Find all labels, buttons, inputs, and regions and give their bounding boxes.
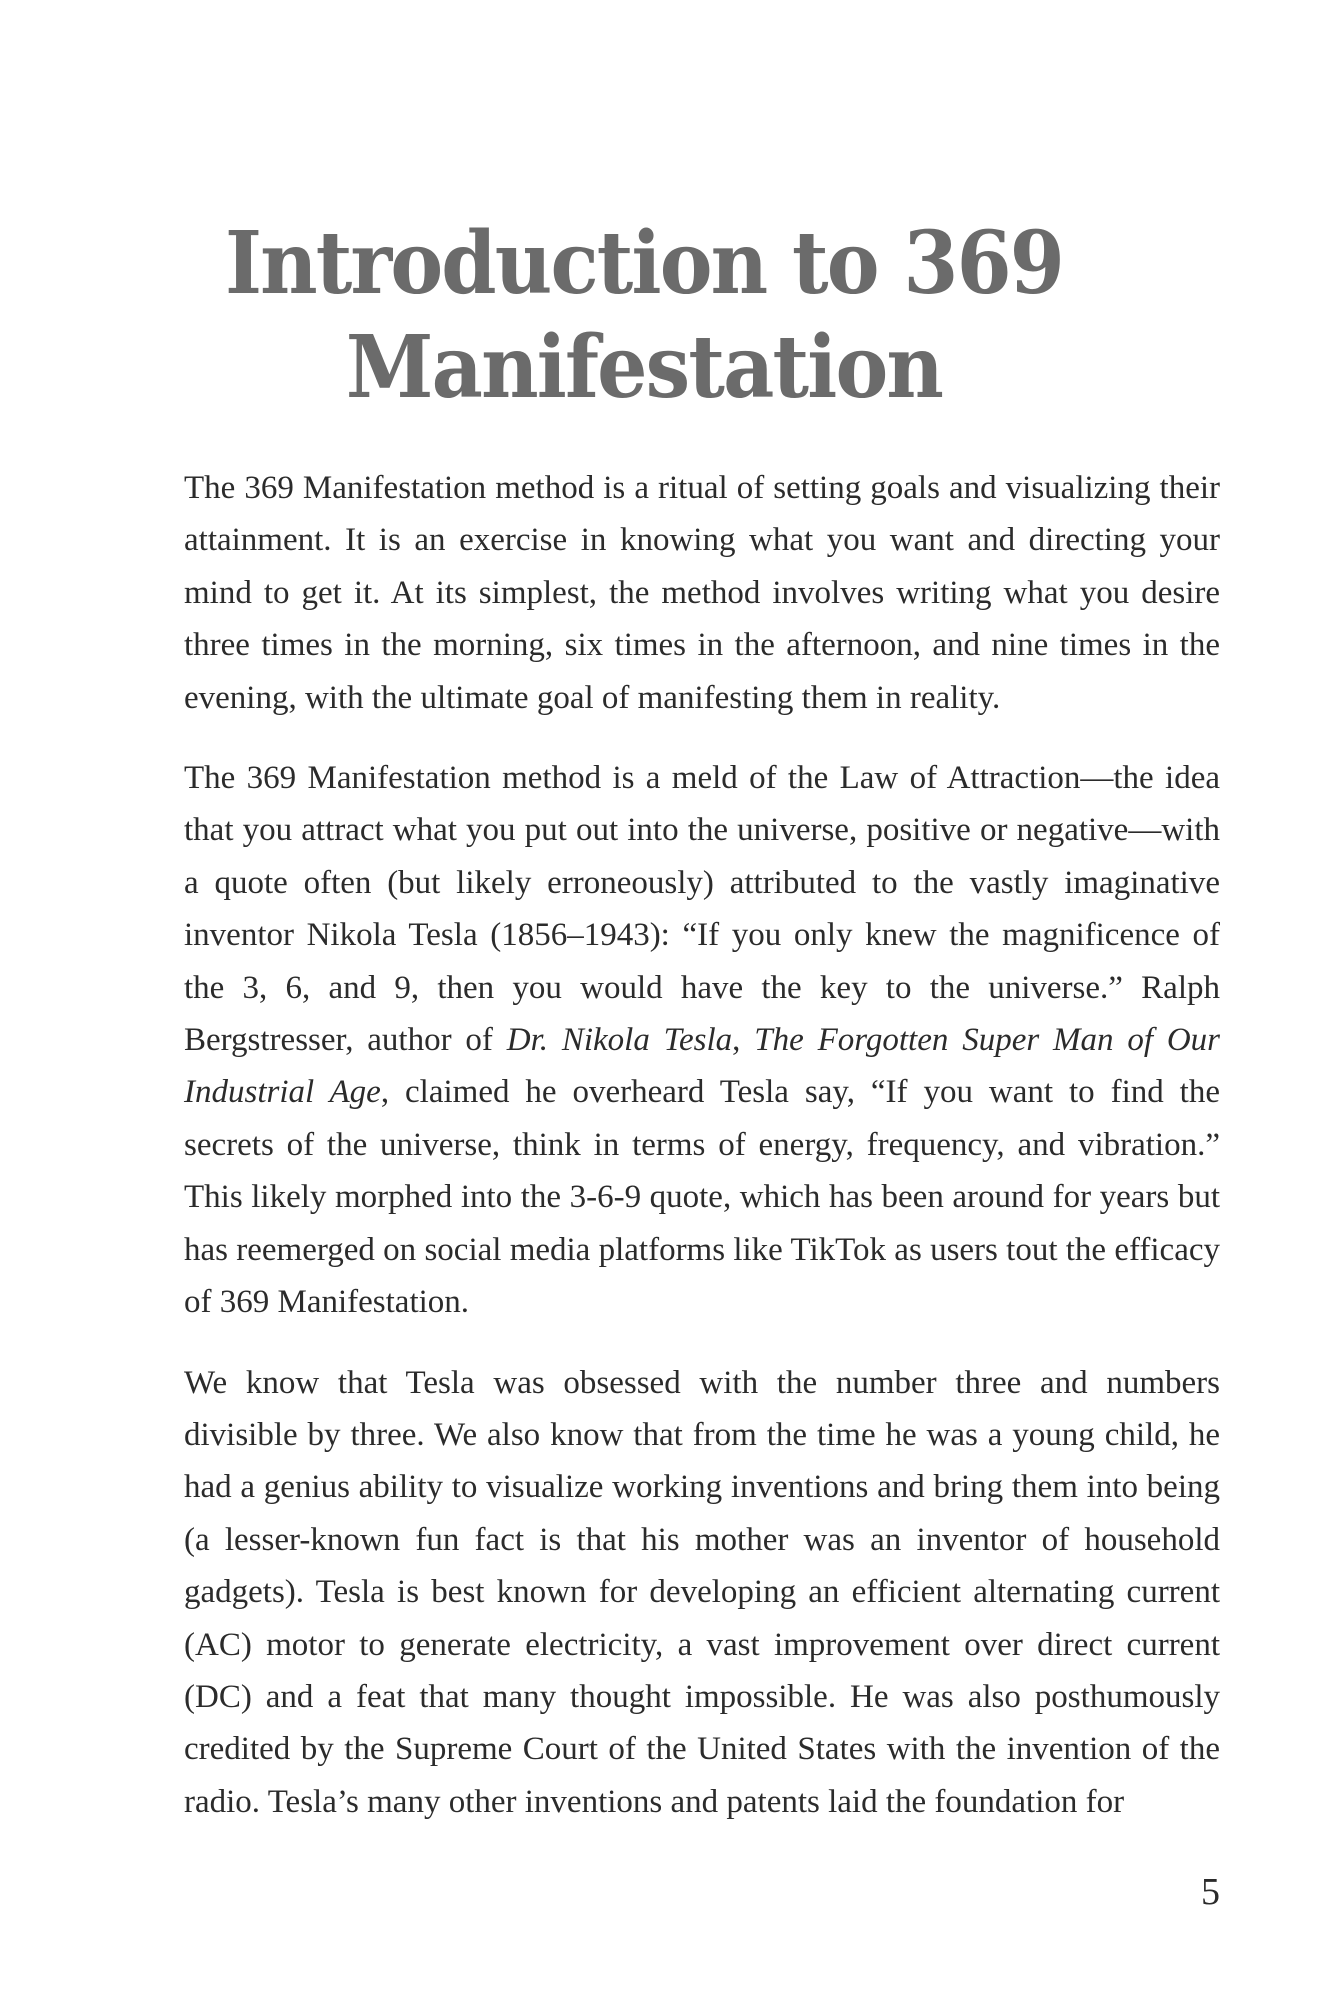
book-title-italic: Dr. Nikola Tesla [506, 1022, 733, 1059]
chapter-title-line-1: Introduction to 369 [224, 213, 1064, 314]
paragraph-2-text-b: , claimed he overheard Tesla say, “If you want to find the secrets of the universe, think in terms of energy, frequency, and vibration.” This likely morphed into the 3-6-9 quote, which has been around for years but has reemerged on social media platforms like TikTok as users tout the efficacy of 369 Manifestation. [184, 1074, 1220, 1321]
paragraph-2 [184, 752, 1220, 1328]
page-number: 5 [1201, 1871, 1220, 1913]
title-separator: , [732, 1022, 755, 1059]
chapter-body [184, 462, 1220, 1828]
paragraph-1: The 369 Manifestation method is a ritual of setting goals and visualizing their attainment. It is an exercise in knowing what you want and directing your mind to get it. At its simplest, the method involves writing what you desire three times in the morning, six times in the afternoon, and nine times in the evening, with the ultimate goal of manifesting them in reality. [184, 470, 1220, 716]
chapter-title-line-2: Manifestation [345, 317, 943, 418]
chapter-title [0, 212, 1288, 420]
paragraph-2-text-a: The 369 Manifestation method is a meld of the Law of Attraction—the idea that you attract what you put out into the universe, positive or negative—with a quote often (but likely erroneously) attributed to the vastly imaginative inventor Nikola Tesla (1856–1943): “If you only knew the magnificence of the 3, 6, and 9, then you would have the key to the universe.” Ralph Bergstresser, author of [184, 760, 1220, 1059]
paragraph-3: We know that Tesla was obsessed with the number three and numbers divisible by three. We also know that from the time he was a young child, he had a genius ability to visualize working inventions and bring them into being (a lesser-known fun fact is that his mother was an inventor of household gadgets). Tesla is best known for developing an efficient alternating current (AC) motor to generate electricity, a vast improvement over direct current (DC) and a feat that many thought impossible. He was also posthumously credited by the Supreme Court of the United States with the invention of the radio. Tesla’s many other inventions and patents laid the foundation for [184, 1364, 1220, 1820]
book-subtitle-italic: The Forgotten Super Man of Our Industrial Age [184, 1022, 1221, 1111]
